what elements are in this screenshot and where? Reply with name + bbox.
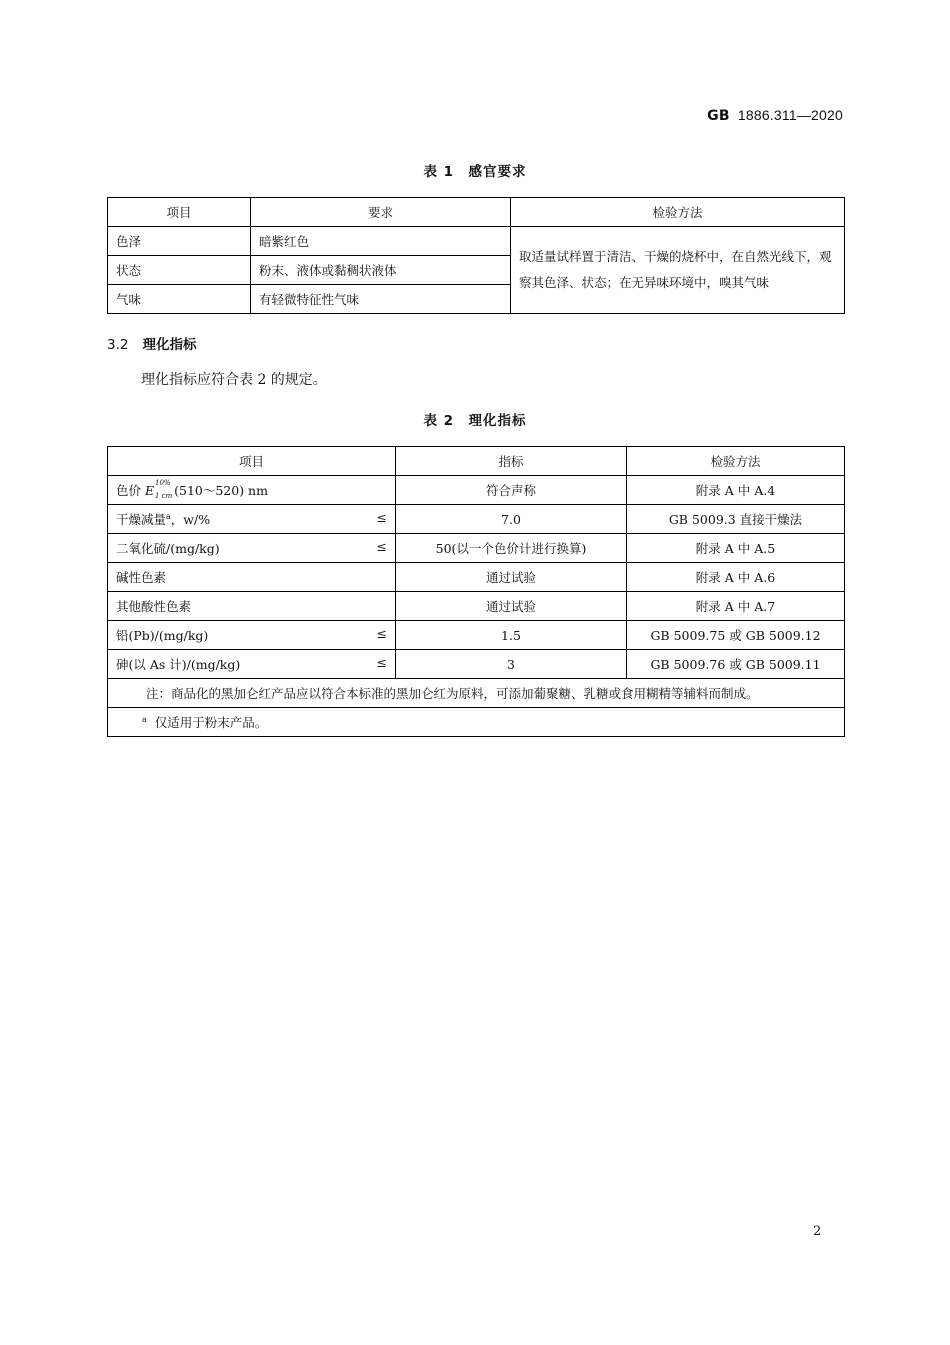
table2-header-value: 指标 [396, 447, 627, 476]
table2-method: 附录 A 中 A.6 [627, 563, 845, 592]
table2-physicochemical [107, 446, 845, 737]
table2-value: 7.0 [396, 505, 627, 534]
table1-method: 取适量试样置于清洁、干燥的烧杯中，在自然光线下，观察其色泽、状态；在无异味环境中，嗅其气味 [511, 227, 845, 314]
table1-item: 状态 [108, 256, 251, 285]
table2-value: 符合声称 [396, 476, 627, 505]
table2-footnote: $^a$ 仅适用于粉末产品。 [108, 708, 845, 737]
table2-method: GB 5009.76 或 GB 5009.11 [627, 650, 845, 679]
table2-value: 1.5 [396, 621, 627, 650]
table2-caption: 表 2 理化指标 [423, 413, 527, 429]
standard-number: GB 1886.311—2020 [707, 107, 843, 124]
table2-method: GB 5009.3 直接干燥法 [627, 505, 845, 534]
table1-req: 粉末、液体或黏稠状液体 [251, 256, 511, 285]
table2-item: 二氧化硫/(mg/kg) ≤ [108, 534, 396, 563]
table2-value: 通过试验 [396, 592, 627, 621]
table2-note: 注：商品化的黑加仑红产品应以符合本标准的黑加仑红为原料，可添加葡聚糖、乳糖或食用糊精等辅料而制成。 [108, 679, 845, 708]
page-number: 2 [813, 1224, 822, 1239]
table2-value: 50(以一个色价计进行换算) [396, 534, 627, 563]
table1-sensory [107, 197, 845, 314]
table2-item: 铅(Pb)/(mg/kg) ≤ [108, 621, 396, 650]
table2-item: 碱性色素 [108, 563, 396, 592]
table2-value: 通过试验 [396, 563, 627, 592]
table1-header-method: 检验方法 [511, 198, 845, 227]
table2-item: 干燥减量$^a$，w/% ≤ [108, 505, 396, 534]
table2-header-item: 项目 [108, 447, 396, 476]
table2-method: GB 5009.75 或 GB 5009.12 [627, 621, 845, 650]
table1-item: 气味 [108, 285, 251, 314]
table2-method: 附录 A 中 A.5 [627, 534, 845, 563]
table1-item: 色泽 [108, 227, 251, 256]
table2-item-color-value: 色价 E 10% 1 cm (510～520) nm [108, 476, 396, 505]
table2-item: 砷(以 As 计)/(mg/kg) ≤ [108, 650, 396, 679]
table2-item: 其他酸性色素 [108, 592, 396, 621]
table2-value: 3 [396, 650, 627, 679]
table2-method: 附录 A 中 A.4 [627, 476, 845, 505]
table1-req: 暗紫红色 [251, 227, 511, 256]
table2-header-method: 检验方法 [627, 447, 845, 476]
table1-header-item: 项目 [108, 198, 251, 227]
table1-header-req: 要求 [251, 198, 511, 227]
section-heading: 3.2 理化指标 [107, 337, 197, 353]
paragraph: 理化指标应符合表 2 的规定。 [141, 372, 327, 388]
table1-req: 有轻微特征性气味 [251, 285, 511, 314]
table1-caption: 表 1 感官要求 [423, 164, 527, 180]
table2-method: 附录 A 中 A.7 [627, 592, 845, 621]
